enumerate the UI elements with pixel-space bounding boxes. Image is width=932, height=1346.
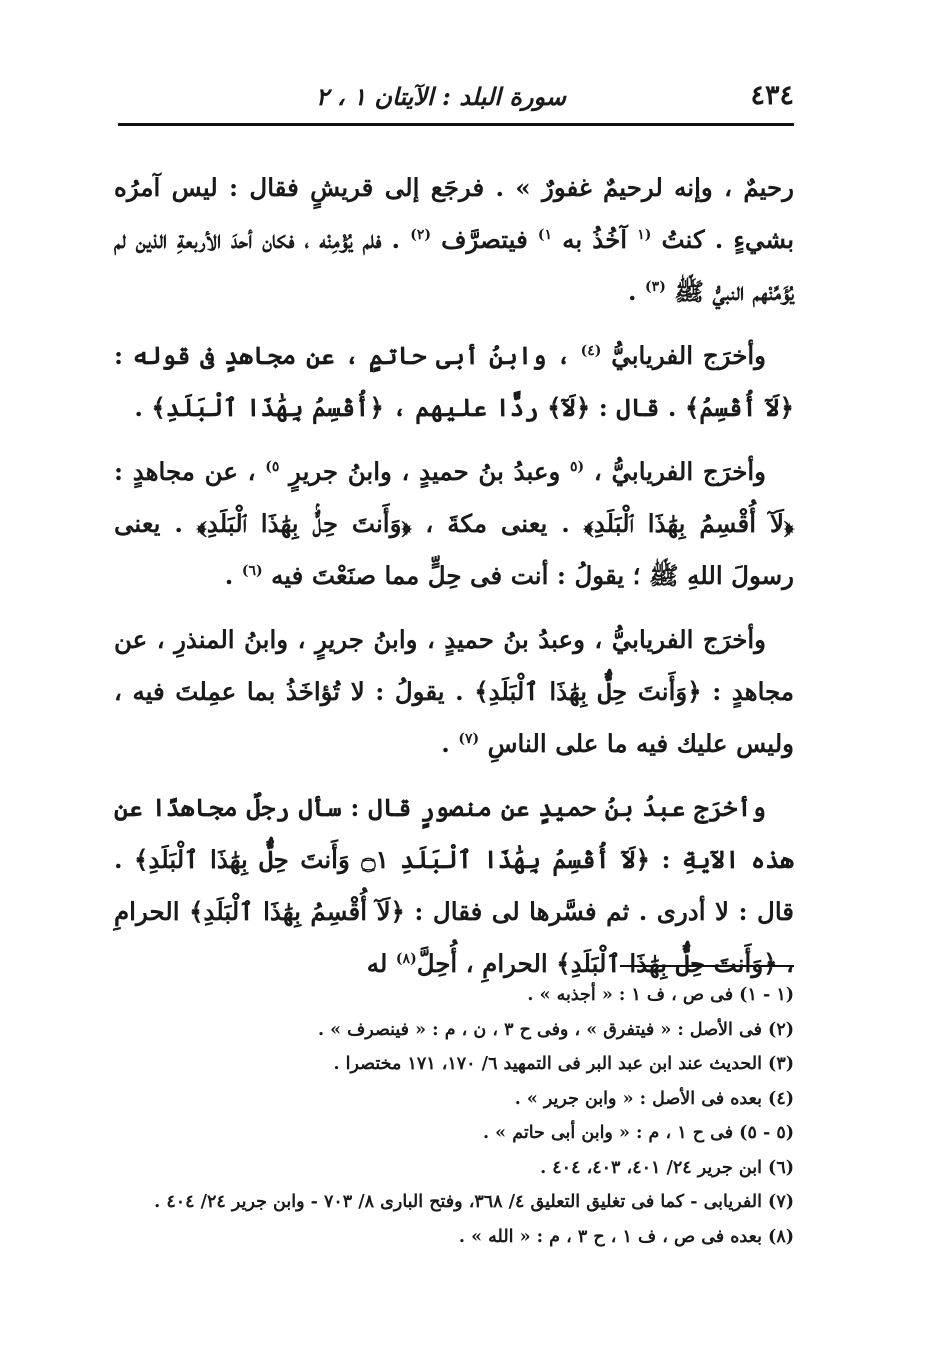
paragraph-4: [114, 614, 794, 770]
footnote-ref: (٢): [410, 226, 431, 243]
paragraph-3-text: وأخرَج الفريابيُّ ،: [584, 457, 766, 486]
paragraph-1: [114, 162, 794, 318]
paragraph-1-text: رحيمٌ ، وإنه لرحيمٌ غفورٌ » . فرجَع إلى قريشٍ فقال : ليس آمرُه بشيءٍ . كنتُ: [114, 173, 795, 254]
paragraph-5: [114, 782, 794, 990]
footnote: (٧) الفريابى - كما فى تغليق التعليق ٤/ ٣٦٨، وفتح البارى ٨/ ٧٠٣ - وابن جرير ٢٤/ ٤٠٤ .: [154, 1192, 794, 1212]
page-header: [118, 80, 794, 116]
footnote-rule: [620, 965, 794, 967]
footnote: (٥ - ٥) فى ح ١ ، م : « وابن أبى حاتم » .: [482, 1123, 794, 1143]
footnote-ref: (٣): [645, 278, 666, 295]
paragraph-4-text: .: [441, 729, 459, 758]
footnote: (٣) الحديث عند ابن عبد البر فى التمهيد ٦/ ١٧٠، ١٧١ مختصرا .: [333, 1054, 794, 1074]
footnote-ref: (٨): [395, 950, 417, 967]
footnote-ref: (١: [637, 226, 652, 243]
paragraph-1-text: .: [627, 277, 646, 306]
running-title: سورة البلد : الآيتان ١ ، ٢: [315, 82, 566, 111]
paragraph-5-text: له: [366, 949, 396, 978]
paragraph-3-text: .: [224, 561, 242, 590]
paragraph-1-text: آخُذُ به: [552, 225, 638, 254]
header-rule: [118, 123, 794, 126]
footnote-ref: (٥: [570, 458, 585, 475]
footnote: (٢) فى الأصل : « فيتفرق » ، وفى ح ٣ ، ن ، م : « فينصرف » .: [317, 1019, 794, 1040]
footnote-ref: ٥): [265, 458, 280, 475]
paragraph-1-text: . فلم يُؤْمِنْه ، فكان أحدَ الأربعةِ الذين لم يُؤَمِّنْهم النبيُّ ﷺ: [114, 225, 794, 306]
footnote-ref: ١): [537, 226, 553, 243]
paragraph-5-text: وأخرَج عبدُ بنُ حميدٍ عن منصورٍ قال : سأل رجلٌ مجاهدًا عن هذه الآيةِ : ﴿لَآ أُقْسِمُ بِهَٰذَا ٱلْبَلَدِ ۝١ وَأَنتَ حِلٌّۢ بِهَٰذَا ٱلْبَلَدِ﴾ . قال : لا أدرى . ثم فسَّرها لى فقال : ﴿لَآ أُقْسِمُ بِهَٰذَا ٱلْبَلَدِ﴾ الحرامِ ، ﴿وَأَنتَ حِلٌّۢ بِهَٰذَا ٱلْبَلَدِ﴾ الحرامِ ، أُحِلَّ: [114, 793, 794, 978]
footnote-ref: (٦): [241, 562, 263, 579]
footnote: (٦) ابن جرير ٢٤/ ٤٠١، ٤٠٣، ٤٠٤ .: [540, 1157, 794, 1178]
page-number: ٤٣٤: [750, 80, 794, 111]
paragraph-2-text: وأخرَج الفريابيُّ: [601, 341, 766, 370]
paragraph-4-text: وأخرَج الفريابيُّ ، وعبدُ بنُ حميدٍ ، وابنُ جريرٍ ، وابنُ المنذرِ ، عن مجاهدٍ : ﴿وَأَنتَ حِلٌّۢ بِهَٰذَا ٱلْبَلَدِ﴾ . يقولُ : لا تُؤاخَذُ بما عمِلتَ فيه ، وليس عليك فيه ما على الناسِ: [114, 625, 794, 758]
paragraph-1-text: فيتصرَّف: [431, 225, 538, 254]
footnote-ref: (٧): [458, 730, 480, 747]
footnotes: [114, 978, 794, 1254]
footnote: (٨) بعده فى ص ، ف ١ ، ح ٣ ، م : « الله » .: [458, 1226, 794, 1247]
paragraph-3-text: ، عن مجاهدٍ : ﴿لَآ أُقْسِمُ بِهَٰذَا ٱلْبَلَدِ﴾ . يعنى مكةَ ، ﴿وَأَنتَ حِلٌّۢ بِهَٰذَا ٱلْبَلَدِ﴾ . يعنى رسولَ اللهِ ﷺ ؛ يقولُ : أنت فى حِلٍّ مما صنَعْتَ فيه: [114, 457, 794, 590]
paragraph-2-text: ، وابنُ أبى حاتمٍ ، عن مجاهدٍ فى قوله : ﴿لَآ أُقْسِمُ﴾ . قال : ﴿لَآ﴾ ردًّا عليهم ، ﴿أُقْسِمُ بِهَٰذَا ٱلْبَلَدِ﴾ .: [114, 341, 794, 422]
paragraph-3: [114, 446, 794, 602]
paragraph-3-text: وعبدُ بنُ حميدٍ ، وابنُ جريرٍ: [279, 457, 570, 486]
paragraph-2: [114, 330, 794, 434]
main-text: [114, 162, 794, 1002]
footnote: (١ - ١) فى ص ، ف ١ : « أجذبه » .: [527, 985, 794, 1005]
footnote: (٤) بعده فى الأصل : « وابن جرير » .: [514, 1088, 794, 1109]
footnote-ref: (٤): [580, 342, 602, 359]
